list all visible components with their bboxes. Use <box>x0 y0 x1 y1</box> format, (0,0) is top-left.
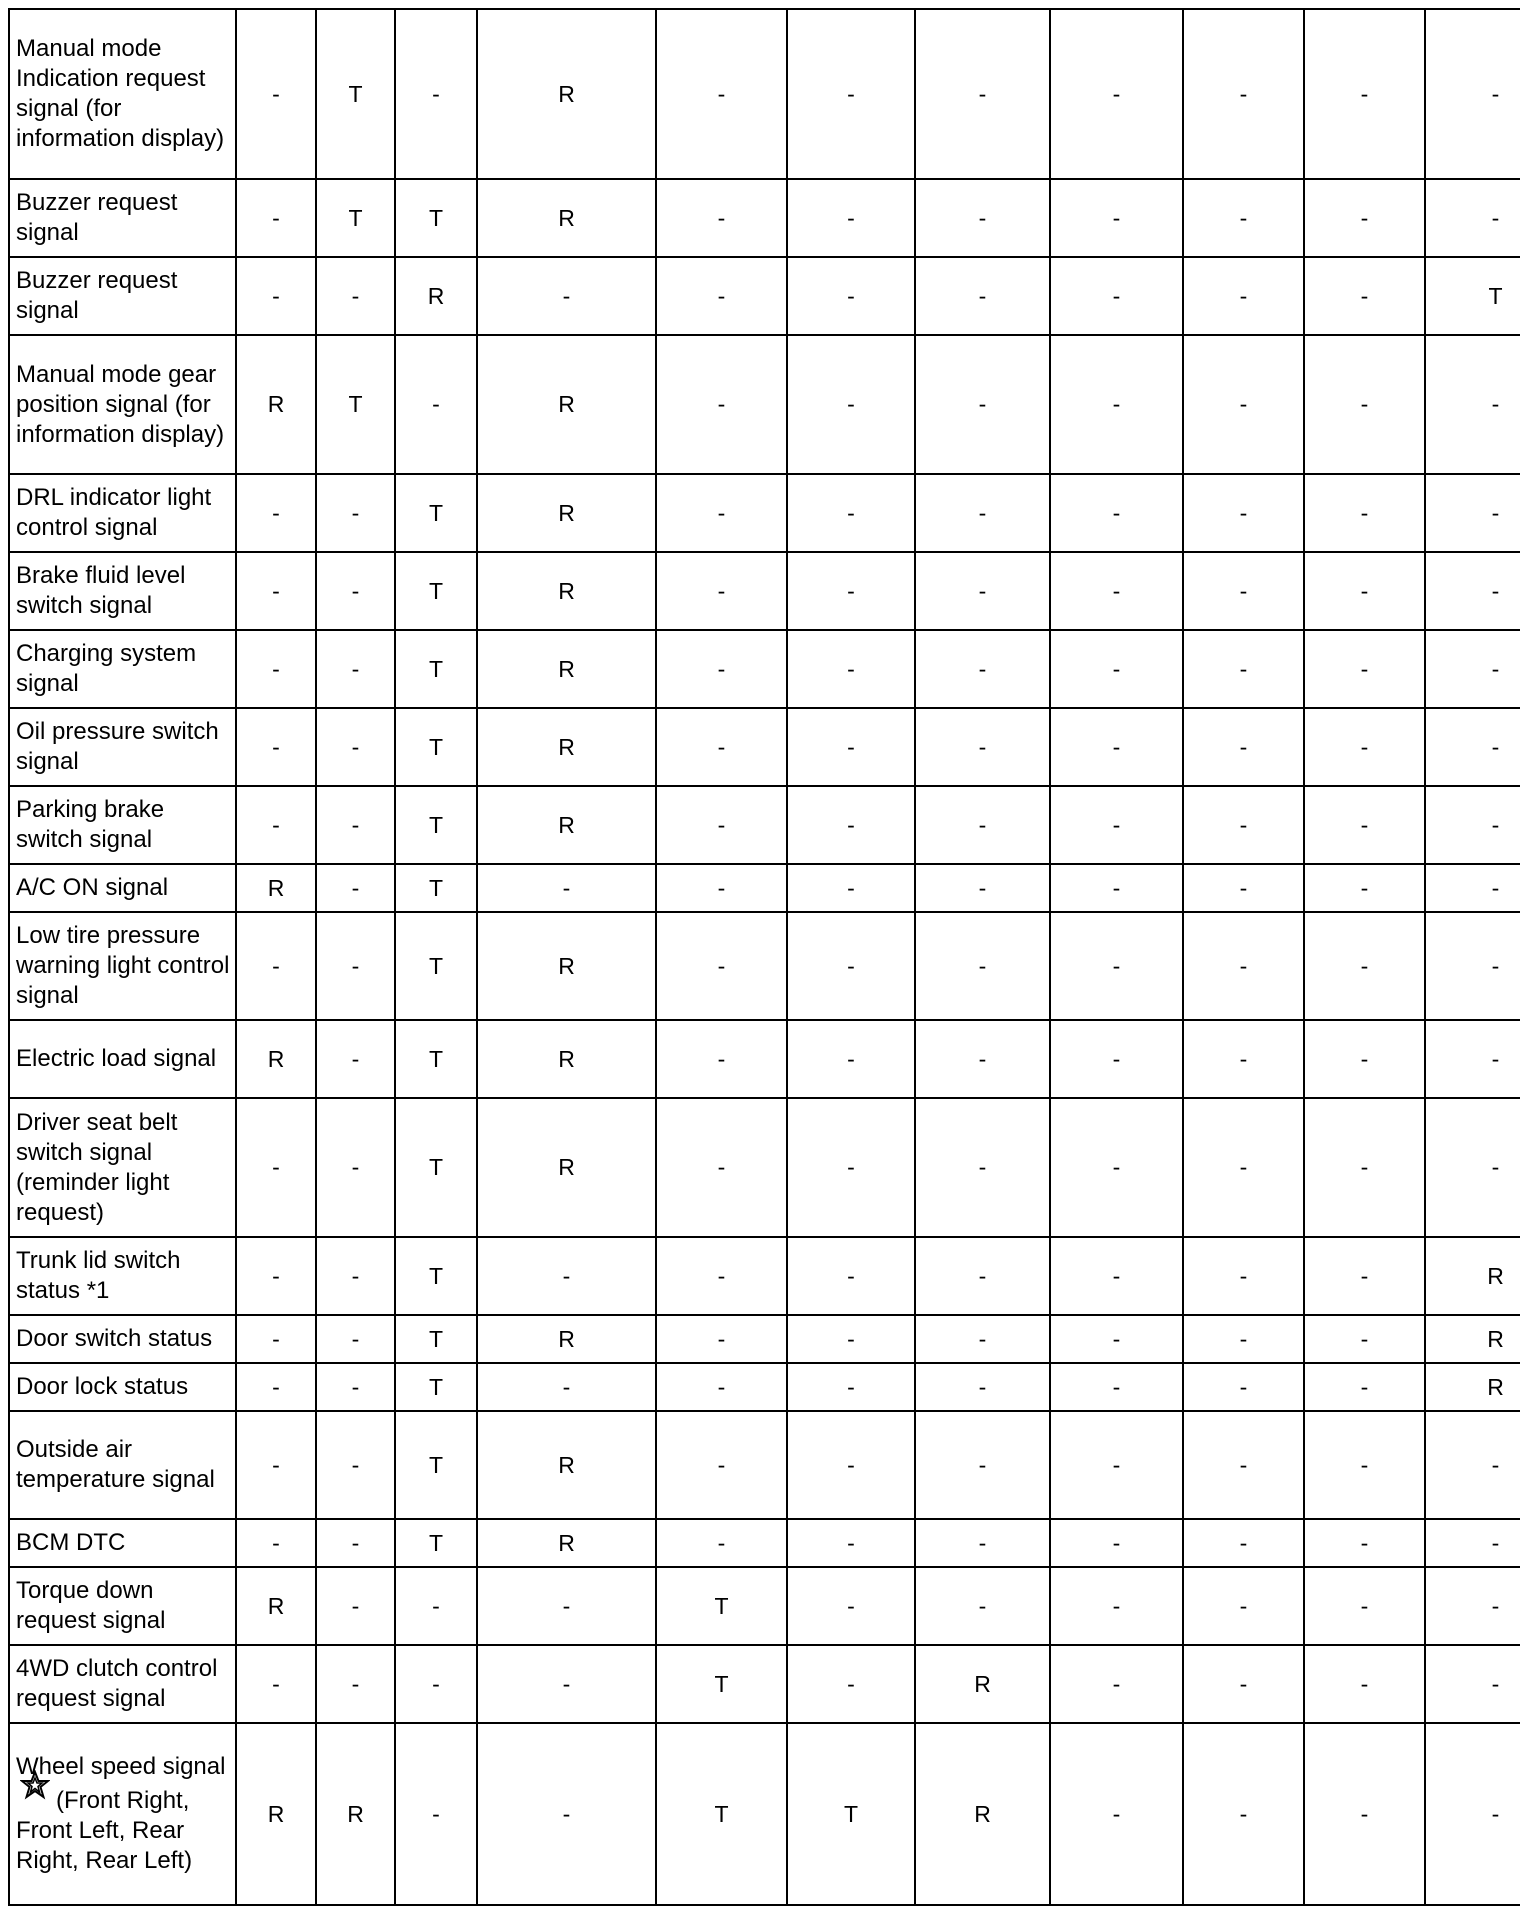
unit-cell-10: - <box>1304 474 1425 552</box>
unit-cell-7: R <box>915 1723 1050 1905</box>
table-row <box>9 9 1520 179</box>
unit-cell-2: - <box>316 1519 395 1567</box>
unit-cell-9: - <box>1183 1020 1304 1098</box>
unit-cell-7: - <box>915 1020 1050 1098</box>
unit-cell-11: - <box>1425 912 1520 1020</box>
unit-cell-1: - <box>236 1363 316 1411</box>
unit-cell-9: - <box>1183 1411 1304 1519</box>
unit-cell-11: - <box>1425 9 1520 179</box>
unit-cell-4: R <box>477 912 656 1020</box>
unit-cell-3: T <box>395 1315 477 1363</box>
unit-cell-11: - <box>1425 552 1520 630</box>
table-row <box>9 1098 1520 1237</box>
unit-cell-5: T <box>656 1567 787 1645</box>
signal-name-cell <box>9 1567 236 1645</box>
unit-cell-1: - <box>236 474 316 552</box>
unit-cell-5: - <box>656 9 787 179</box>
table-row <box>9 1519 1520 1567</box>
unit-cell-1: - <box>236 912 316 1020</box>
unit-cell-2: - <box>316 708 395 786</box>
unit-cell-11: - <box>1425 1020 1520 1098</box>
signal-name: Manual mode Indication request signal (for information display) <box>16 35 225 152</box>
signal-name-cell <box>9 1519 236 1567</box>
unit-cell-9: - <box>1183 786 1304 864</box>
unit-cell-6: - <box>787 1237 915 1315</box>
signal-name: Brake fluid level switch signal <box>16 562 186 619</box>
unit-cell-1: - <box>236 179 316 257</box>
unit-cell-5: - <box>656 1020 787 1098</box>
unit-cell-8: - <box>1050 786 1183 864</box>
unit-cell-4: R <box>477 1098 656 1237</box>
unit-cell-2: - <box>316 1411 395 1519</box>
unit-cell-3: T <box>395 1411 477 1519</box>
unit-cell-2: - <box>316 1315 395 1363</box>
signal-name-cell <box>9 1020 236 1098</box>
table-row <box>9 179 1520 257</box>
table-row <box>9 912 1520 1020</box>
signal-name: Charging system signal <box>16 640 197 697</box>
unit-cell-11: - <box>1425 1519 1520 1567</box>
unit-cell-10: - <box>1304 1411 1425 1519</box>
unit-cell-8: - <box>1050 179 1183 257</box>
unit-cell-1: - <box>236 786 316 864</box>
star-icon <box>20 1770 50 1800</box>
unit-cell-6: - <box>787 335 915 474</box>
unit-cell-8: - <box>1050 1237 1183 1315</box>
unit-cell-8: - <box>1050 1315 1183 1363</box>
unit-cell-1: - <box>236 1411 316 1519</box>
unit-cell-10: - <box>1304 864 1425 912</box>
unit-cell-2: - <box>316 1567 395 1645</box>
unit-cell-3: T <box>395 630 477 708</box>
unit-cell-1: - <box>236 552 316 630</box>
unit-cell-2: - <box>316 474 395 552</box>
signal-name: A/C ON signal <box>16 874 169 901</box>
table-row <box>9 1363 1520 1411</box>
signal-name: Manual mode gear position signal (for information display) <box>16 360 225 448</box>
unit-cell-4: R <box>477 1519 656 1567</box>
unit-cell-4: R <box>477 708 656 786</box>
signal-name: Torque down request signal <box>16 1577 166 1634</box>
unit-cell-9: - <box>1183 708 1304 786</box>
unit-cell-8: - <box>1050 335 1183 474</box>
unit-cell-7: R <box>915 1645 1050 1723</box>
signal-name-cell <box>9 912 236 1020</box>
signal-name: Door lock status <box>16 1373 189 1400</box>
signal-name-cell <box>9 257 236 335</box>
unit-cell-6: - <box>787 257 915 335</box>
table-row <box>9 1567 1520 1645</box>
signal-name: Parking brake switch signal <box>16 796 165 853</box>
unit-cell-10: - <box>1304 179 1425 257</box>
unit-cell-1: - <box>236 630 316 708</box>
table-row <box>9 257 1520 335</box>
signal-table <box>8 8 1520 1906</box>
unit-cell-10: - <box>1304 552 1425 630</box>
unit-cell-10: - <box>1304 1315 1425 1363</box>
unit-cell-2: T <box>316 179 395 257</box>
unit-cell-3: R <box>395 257 477 335</box>
unit-cell-8: - <box>1050 1098 1183 1237</box>
signal-table-body <box>9 9 1520 1905</box>
table-row <box>9 335 1520 474</box>
table-row <box>9 1723 1520 1905</box>
unit-cell-7: - <box>915 1237 1050 1315</box>
unit-cell-10: - <box>1304 9 1425 179</box>
unit-cell-8: - <box>1050 1645 1183 1723</box>
unit-cell-7: - <box>915 179 1050 257</box>
unit-cell-3: T <box>395 912 477 1020</box>
unit-cell-8: - <box>1050 257 1183 335</box>
unit-cell-5: - <box>656 474 787 552</box>
unit-cell-6: - <box>787 179 915 257</box>
unit-cell-11: - <box>1425 1723 1520 1905</box>
unit-cell-1: R <box>236 1020 316 1098</box>
unit-cell-9: - <box>1183 1315 1304 1363</box>
unit-cell-6: - <box>787 474 915 552</box>
unit-cell-4: R <box>477 552 656 630</box>
unit-cell-6: - <box>787 786 915 864</box>
signal-name-cell <box>9 552 236 630</box>
unit-cell-2: - <box>316 864 395 912</box>
unit-cell-1: - <box>236 1645 316 1723</box>
signal-name: Oil pressure switch signal <box>16 718 219 775</box>
unit-cell-3: - <box>395 1645 477 1723</box>
unit-cell-1: - <box>236 708 316 786</box>
unit-cell-8: - <box>1050 708 1183 786</box>
unit-cell-2: - <box>316 630 395 708</box>
unit-cell-11: - <box>1425 179 1520 257</box>
unit-cell-10: - <box>1304 335 1425 474</box>
table-row <box>9 1020 1520 1098</box>
unit-cell-4: R <box>477 786 656 864</box>
unit-cell-2: T <box>316 9 395 179</box>
unit-cell-4: - <box>477 257 656 335</box>
unit-cell-9: - <box>1183 1098 1304 1237</box>
unit-cell-6: - <box>787 552 915 630</box>
unit-cell-3: T <box>395 786 477 864</box>
unit-cell-6: - <box>787 912 915 1020</box>
unit-cell-3: T <box>395 1020 477 1098</box>
unit-cell-6: - <box>787 708 915 786</box>
unit-cell-6: - <box>787 864 915 912</box>
unit-cell-5: - <box>656 335 787 474</box>
table-row <box>9 708 1520 786</box>
signal-name-cell <box>9 474 236 552</box>
unit-cell-7: - <box>915 1098 1050 1237</box>
unit-cell-7: - <box>915 912 1050 1020</box>
unit-cell-9: - <box>1183 864 1304 912</box>
unit-cell-10: - <box>1304 1020 1425 1098</box>
unit-cell-10: - <box>1304 1098 1425 1237</box>
unit-cell-10: - <box>1304 1519 1425 1567</box>
signal-name-cell <box>9 1098 236 1237</box>
unit-cell-4: - <box>477 1645 656 1723</box>
signal-name-cell <box>9 630 236 708</box>
table-row <box>9 864 1520 912</box>
unit-cell-8: - <box>1050 1519 1183 1567</box>
unit-cell-3: - <box>395 9 477 179</box>
unit-cell-5: - <box>656 179 787 257</box>
unit-cell-9: - <box>1183 335 1304 474</box>
unit-cell-3: T <box>395 474 477 552</box>
unit-cell-6: - <box>787 1411 915 1519</box>
unit-cell-5: - <box>656 786 787 864</box>
unit-cell-11: - <box>1425 1098 1520 1237</box>
unit-cell-6: T <box>787 1723 915 1905</box>
signal-name: Electric load signal <box>16 1045 217 1072</box>
signal-name-cell <box>9 1363 236 1411</box>
unit-cell-11: R <box>1425 1363 1520 1411</box>
signal-name: Trunk lid switch status *1 <box>16 1247 181 1304</box>
unit-cell-8: - <box>1050 864 1183 912</box>
unit-cell-2: T <box>316 335 395 474</box>
unit-cell-10: - <box>1304 1567 1425 1645</box>
unit-cell-11: - <box>1425 864 1520 912</box>
unit-cell-11: - <box>1425 1411 1520 1519</box>
unit-cell-2: - <box>316 786 395 864</box>
signal-name-cell <box>9 9 236 179</box>
unit-cell-7: - <box>915 9 1050 179</box>
unit-cell-5: T <box>656 1645 787 1723</box>
signal-name-cell <box>9 1723 236 1905</box>
signal-name-cell <box>9 1315 236 1363</box>
unit-cell-1: R <box>236 335 316 474</box>
unit-cell-4: R <box>477 1315 656 1363</box>
unit-cell-9: - <box>1183 1567 1304 1645</box>
signal-name: 4WD clutch control request signal <box>16 1655 218 1712</box>
unit-cell-10: - <box>1304 630 1425 708</box>
unit-cell-2: R <box>316 1723 395 1905</box>
unit-cell-10: - <box>1304 708 1425 786</box>
unit-cell-7: - <box>915 630 1050 708</box>
unit-cell-4: - <box>477 1237 656 1315</box>
unit-cell-4: R <box>477 1411 656 1519</box>
unit-cell-7: - <box>915 864 1050 912</box>
unit-cell-6: - <box>787 1363 915 1411</box>
unit-cell-4: R <box>477 630 656 708</box>
table-row <box>9 1645 1520 1723</box>
unit-cell-8: - <box>1050 1567 1183 1645</box>
unit-cell-2: - <box>316 1363 395 1411</box>
unit-cell-3: T <box>395 179 477 257</box>
unit-cell-4: - <box>477 1363 656 1411</box>
signal-name-cell <box>9 1411 236 1519</box>
unit-cell-11: T <box>1425 257 1520 335</box>
unit-cell-5: - <box>656 1363 787 1411</box>
unit-cell-5: T <box>656 1723 787 1905</box>
unit-cell-9: - <box>1183 552 1304 630</box>
unit-cell-8: - <box>1050 912 1183 1020</box>
table-row <box>9 552 1520 630</box>
unit-cell-4: R <box>477 1020 656 1098</box>
unit-cell-2: - <box>316 257 395 335</box>
unit-cell-6: - <box>787 1098 915 1237</box>
unit-cell-5: - <box>656 630 787 708</box>
unit-cell-7: - <box>915 474 1050 552</box>
unit-cell-7: - <box>915 1519 1050 1567</box>
unit-cell-5: - <box>656 1519 787 1567</box>
signal-name-cell <box>9 1645 236 1723</box>
unit-cell-3: - <box>395 1567 477 1645</box>
signal-name-detail: (Front Right, Front Left, Rear Right, Rear Left) <box>16 1787 193 1874</box>
unit-cell-3: T <box>395 1237 477 1315</box>
unit-cell-7: - <box>915 335 1050 474</box>
unit-cell-7: - <box>915 1315 1050 1363</box>
signal-name-cell <box>9 864 236 912</box>
unit-cell-3: T <box>395 864 477 912</box>
unit-cell-6: - <box>787 1645 915 1723</box>
unit-cell-8: - <box>1050 474 1183 552</box>
unit-cell-4: - <box>477 1567 656 1645</box>
unit-cell-5: - <box>656 552 787 630</box>
unit-cell-9: - <box>1183 1645 1304 1723</box>
unit-cell-8: - <box>1050 9 1183 179</box>
unit-cell-9: - <box>1183 1363 1304 1411</box>
unit-cell-7: - <box>915 1363 1050 1411</box>
unit-cell-6: - <box>787 9 915 179</box>
unit-cell-10: - <box>1304 1363 1425 1411</box>
unit-cell-2: - <box>316 1098 395 1237</box>
unit-cell-2: - <box>316 552 395 630</box>
unit-cell-7: - <box>915 786 1050 864</box>
unit-cell-6: - <box>787 630 915 708</box>
unit-cell-11: - <box>1425 1567 1520 1645</box>
unit-cell-9: - <box>1183 912 1304 1020</box>
signal-name: Buzzer request signal <box>16 267 178 324</box>
unit-cell-2: - <box>316 912 395 1020</box>
unit-cell-4: - <box>477 1723 656 1905</box>
unit-cell-11: - <box>1425 786 1520 864</box>
unit-cell-5: - <box>656 257 787 335</box>
unit-cell-3: T <box>395 1098 477 1237</box>
unit-cell-7: - <box>915 1567 1050 1645</box>
unit-cell-4: - <box>477 864 656 912</box>
unit-cell-1: - <box>236 1098 316 1237</box>
unit-cell-1: R <box>236 1723 316 1905</box>
unit-cell-10: - <box>1304 912 1425 1020</box>
signal-name: BCM DTC <box>16 1529 126 1556</box>
unit-cell-11: R <box>1425 1237 1520 1315</box>
table-row <box>9 786 1520 864</box>
signal-name: DRL indicator light control signal <box>16 484 212 541</box>
unit-cell-6: - <box>787 1519 915 1567</box>
unit-cell-5: - <box>656 1411 787 1519</box>
table-row <box>9 1411 1520 1519</box>
unit-cell-3: T <box>395 1363 477 1411</box>
signal-name: Low tire pressure warning light control signal <box>16 922 230 1009</box>
unit-cell-5: - <box>656 1237 787 1315</box>
unit-cell-4: R <box>477 9 656 179</box>
unit-cell-4: R <box>477 474 656 552</box>
signal-name: Buzzer request signal <box>16 189 178 246</box>
unit-cell-11: - <box>1425 335 1520 474</box>
unit-cell-9: - <box>1183 179 1304 257</box>
signal-name-cell <box>9 179 236 257</box>
table-row <box>9 630 1520 708</box>
unit-cell-5: - <box>656 708 787 786</box>
unit-cell-3: T <box>395 708 477 786</box>
unit-cell-1: R <box>236 1567 316 1645</box>
unit-cell-6: - <box>787 1567 915 1645</box>
table-row <box>9 1315 1520 1363</box>
unit-cell-4: R <box>477 179 656 257</box>
unit-cell-8: - <box>1050 1411 1183 1519</box>
unit-cell-9: - <box>1183 1723 1304 1905</box>
unit-cell-5: - <box>656 864 787 912</box>
unit-cell-8: - <box>1050 552 1183 630</box>
unit-cell-10: - <box>1304 1723 1425 1905</box>
signal-name-cell <box>9 335 236 474</box>
unit-cell-2: - <box>316 1645 395 1723</box>
unit-cell-3: - <box>395 1723 477 1905</box>
unit-cell-8: - <box>1050 1020 1183 1098</box>
unit-cell-11: - <box>1425 474 1520 552</box>
unit-cell-7: - <box>915 552 1050 630</box>
unit-cell-1: - <box>236 9 316 179</box>
unit-cell-9: - <box>1183 9 1304 179</box>
unit-cell-6: - <box>787 1020 915 1098</box>
unit-cell-11: - <box>1425 708 1520 786</box>
unit-cell-2: - <box>316 1020 395 1098</box>
unit-cell-1: R <box>236 864 316 912</box>
unit-cell-9: - <box>1183 1237 1304 1315</box>
table-row <box>9 1237 1520 1315</box>
unit-cell-7: - <box>915 257 1050 335</box>
unit-cell-2: - <box>316 1237 395 1315</box>
unit-cell-5: - <box>656 1315 787 1363</box>
signal-name: Driver seat belt switch signal (reminder light request) <box>16 1108 178 1226</box>
unit-cell-10: - <box>1304 786 1425 864</box>
unit-cell-9: - <box>1183 630 1304 708</box>
signal-name-cell <box>9 1237 236 1315</box>
unit-cell-10: - <box>1304 1645 1425 1723</box>
unit-cell-3: - <box>395 335 477 474</box>
signal-name: Door switch status <box>16 1325 213 1352</box>
signal-name: Outside air temperature signal <box>16 1436 215 1493</box>
unit-cell-9: - <box>1183 474 1304 552</box>
unit-cell-1: - <box>236 1237 316 1315</box>
unit-cell-3: T <box>395 1519 477 1567</box>
unit-cell-7: - <box>915 708 1050 786</box>
unit-cell-8: - <box>1050 1723 1183 1905</box>
unit-cell-1: - <box>236 1315 316 1363</box>
unit-cell-11: - <box>1425 1645 1520 1723</box>
unit-cell-9: - <box>1183 1519 1304 1567</box>
unit-cell-11: R <box>1425 1315 1520 1363</box>
unit-cell-10: - <box>1304 257 1425 335</box>
signal-name: Wheel speed signal <box>16 1753 226 1780</box>
unit-cell-9: - <box>1183 257 1304 335</box>
signal-name-cell <box>9 786 236 864</box>
unit-cell-10: - <box>1304 1237 1425 1315</box>
signal-name-cell <box>9 708 236 786</box>
unit-cell-1: - <box>236 257 316 335</box>
table-row <box>9 474 1520 552</box>
unit-cell-7: - <box>915 1411 1050 1519</box>
unit-cell-8: - <box>1050 1363 1183 1411</box>
unit-cell-1: - <box>236 1519 316 1567</box>
unit-cell-11: - <box>1425 630 1520 708</box>
unit-cell-5: - <box>656 1098 787 1237</box>
unit-cell-5: - <box>656 912 787 1020</box>
unit-cell-8: - <box>1050 630 1183 708</box>
unit-cell-4: R <box>477 335 656 474</box>
unit-cell-6: - <box>787 1315 915 1363</box>
unit-cell-3: T <box>395 552 477 630</box>
